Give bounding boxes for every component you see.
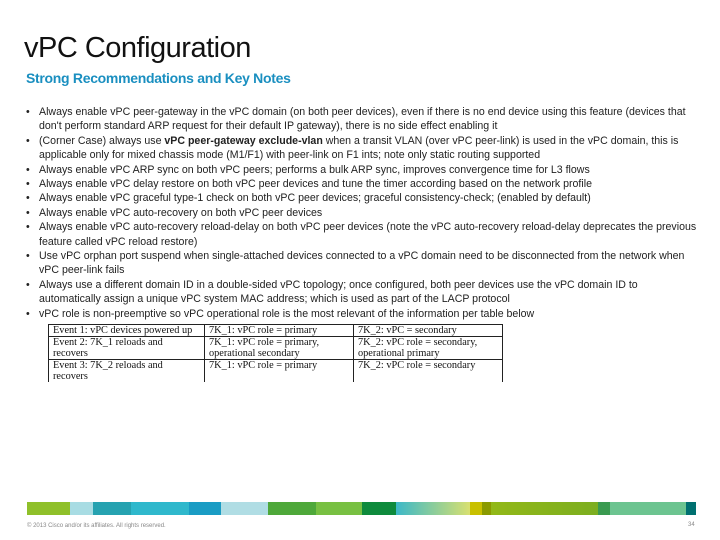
color-bar-segment [470, 502, 482, 515]
page-number: 34 [688, 522, 695, 528]
page-subtitle: Strong Recommendations and Key Notes [26, 70, 291, 86]
bullet-text-bold: vPC peer-gateway exclude-vlan [164, 134, 323, 147]
list-item [22, 220, 702, 249]
table-row [49, 325, 503, 337]
copyright: © 2013 Cisco and/or its affiliates. All rights reserved. [27, 523, 166, 529]
table-cell: 7K_1: vPC role = primary [205, 360, 354, 383]
color-bar-segment [93, 502, 131, 515]
table-cell: 7K_2: vPC role = secondary [354, 360, 503, 383]
color-bar-segment [598, 502, 610, 515]
color-bar-segment [221, 502, 268, 515]
list-item [22, 105, 702, 134]
list-item [22, 206, 702, 220]
bullet-text-pre: Always enable vPC auto-recovery on both vPC peer devices [39, 206, 323, 219]
bullet-text-pre: Always enable vPC graceful type-1 check on both vPC peer devices; graceful consistency-check; (enabled by default) [39, 192, 591, 205]
bullet-text-pre: Use vPC orphan port suspend when single-attached devices connected to a vPC domain need to be disconnected from the network when vPC peer-link fails [39, 250, 685, 277]
color-bar-segment [482, 502, 491, 515]
color-bar-segment [686, 502, 696, 515]
bullet-text-pre: Always enable vPC delay restore on both vPC peer devices and tune the timer according based on the network profile [39, 178, 592, 191]
bullet-text-pre: Always enable vPC ARP sync on both vPC peers; performs a bulk ARP sync, improves convergence time for L3 flows [39, 163, 590, 176]
bullet-text-pre: Always enable vPC peer-gateway in the vPC domain (on both peer devices), even if there is no end device using this feature (devices that don't perform standard ARP request for their default IP gateway), there is no side effect enabling it [39, 106, 686, 133]
color-bar-segment [189, 502, 221, 515]
color-bar-segment [131, 502, 189, 515]
table-row [49, 337, 503, 360]
table-cell: 7K_2: vPC = secondary [354, 325, 503, 337]
bullet-text-pre: Always use a different domain ID in a double-sided vPC topology; once configured, both peer devices use the vPC domain ID to automatically assign a unique vPC system MAC address; which is used as part of the LACP protocol [39, 278, 638, 306]
color-bar-segment [316, 502, 362, 515]
color-bar-segment [610, 502, 686, 515]
color-bar-segment [27, 502, 70, 515]
list-item [22, 134, 702, 163]
recommendation-list [22, 105, 702, 321]
list-item [22, 191, 702, 205]
list-item [22, 278, 702, 307]
table-cell: 7K_2: vPC role = secondary, operational primary [354, 337, 503, 360]
list-item [22, 249, 702, 278]
table-cell: Event 2: 7K_1 reloads and recovers [49, 337, 205, 360]
color-bar-segment [362, 502, 396, 515]
table-cell: Event 1: vPC devices powered up [49, 325, 205, 337]
bullet-text-pre: (Corner Case) always use [39, 134, 165, 147]
color-bar-segment [70, 502, 93, 515]
vpc-role-table [48, 324, 503, 382]
color-bar-segment [491, 502, 598, 515]
bullet-text-pre: Always enable vPC auto-recovery reload-delay on both vPC peer devices (note the vPC auto-recovery reload-delay deprecates the previous feature called vPC reload restore) [39, 221, 697, 248]
list-item [22, 307, 702, 321]
list-item [22, 163, 702, 177]
table-cell: Event 3: 7K_2 reloads and recovers [49, 360, 205, 383]
color-bar-segment [396, 502, 470, 515]
color-bar-segment [268, 502, 316, 515]
bullet-text-post: when a transit VLAN (over vPC peer-link) is used in the vPC domain, this is applicable only for mixed chassis mode (M1/F1) with peer-link on F1 ints; note only static routing supported [39, 134, 679, 162]
bullet-text-pre: vPC role is non-preemptive so vPC operational role is the most relevant of the information per table below [39, 307, 535, 320]
table-cell: 7K_1: vPC role = primary, operational secondary [205, 337, 354, 360]
table-cell: 7K_1: vPC role = primary [205, 325, 354, 337]
list-item [22, 177, 702, 191]
decorative-color-bar [0, 502, 720, 515]
page-title: vPC Configuration [24, 32, 251, 64]
table-row [49, 360, 503, 383]
